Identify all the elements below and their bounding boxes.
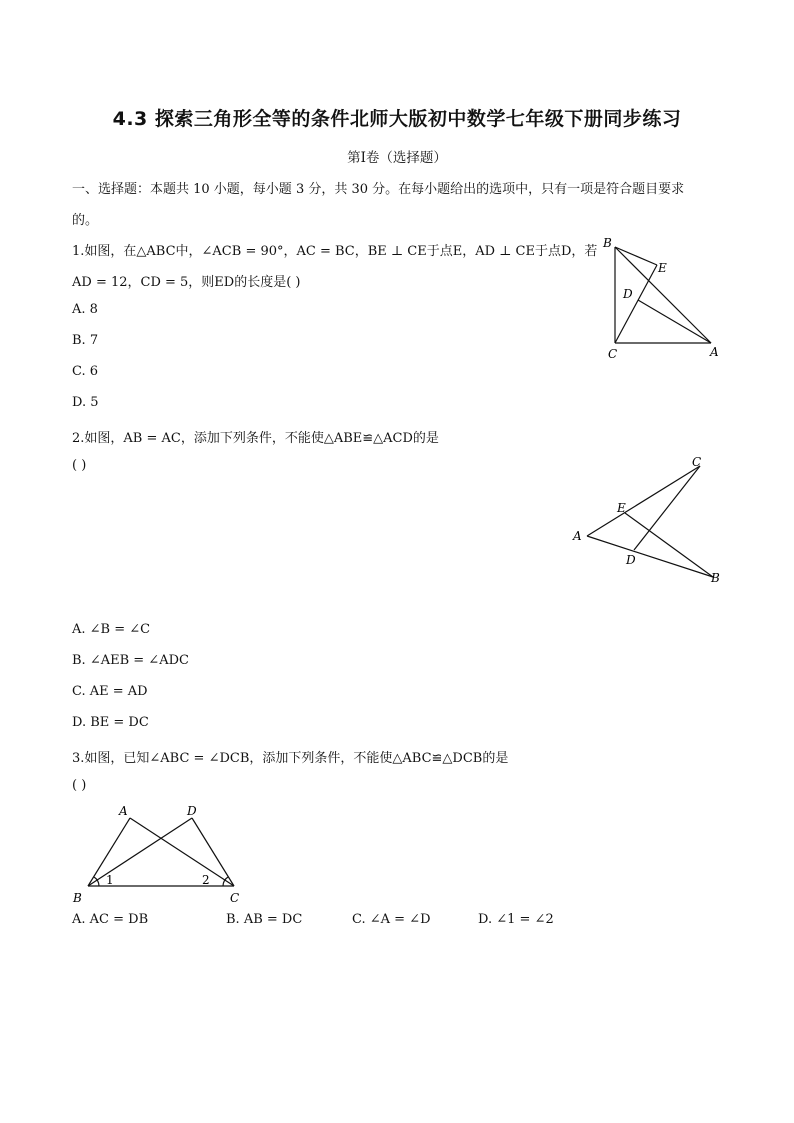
q1-label-a: A — [710, 345, 719, 359]
q1-label-e: E — [658, 261, 667, 275]
q3-option-d: D. ∠1 = ∠2 — [478, 912, 554, 927]
q2-label-a: A — [573, 529, 582, 543]
q1-stem-line2: AD = 12，CD = 5，则ED的长度是( ) — [72, 275, 301, 290]
q3-angle-2-label: 2 — [202, 873, 210, 887]
q3-figure — [68, 800, 258, 910]
q2-option-d: D. BE = DC — [72, 715, 149, 730]
q2-label-b: B — [711, 571, 720, 585]
q2-option-a: A. ∠B = ∠C — [72, 622, 151, 637]
q3-label-a: A — [119, 804, 128, 818]
q3-option-b: B. AB = DC — [226, 912, 303, 927]
q1-option-b: B. 7 — [72, 333, 99, 348]
section-subtitle: 第Ⅰ卷（选择题） — [347, 150, 447, 166]
q2-label-c: C — [692, 455, 702, 469]
q1-option-a: A. 8 — [72, 302, 98, 317]
q2-label-d: D — [626, 553, 636, 567]
q3-stem-line1: 3.如图，已知∠ABC = ∠DCB，添加下列条件，不能使△ABC≌△DCB的是 — [72, 751, 509, 766]
q3-label-b: B — [73, 891, 82, 905]
q1-label-d: D — [623, 287, 633, 301]
q2-label-e: E — [617, 501, 626, 515]
q1-label-b: B — [603, 236, 612, 250]
q3-angle-1-label: 1 — [106, 873, 114, 887]
section-instructions-line2: 的。 — [72, 213, 99, 228]
q2-option-c: C. AE = AD — [72, 684, 148, 699]
q2-option-b: B. ∠AEB = ∠ADC — [72, 653, 189, 668]
q1-label-c: C — [608, 347, 618, 361]
q1-option-d: D. 5 — [72, 395, 99, 410]
q3-label-d: D — [187, 804, 197, 818]
q3-label-c: C — [230, 891, 240, 905]
q1-stem-line1: 1.如图，在△ABC中，∠ACB = 90°，AC = BC，BE ⊥ CE于点E，AD ⊥ CE于点D，若 — [72, 244, 598, 259]
q3-option-c: C. ∠A = ∠D — [352, 912, 431, 927]
q1-figure — [598, 232, 728, 367]
q3-stem-line2: ( ) — [72, 778, 87, 793]
q3-option-a: A. AC = DB — [72, 912, 149, 927]
q2-figure — [568, 452, 728, 592]
q2-stem-line2: ( ) — [72, 458, 87, 473]
page-title: 4.3 探索三角形全等的条件北师大版初中数学七年级下册同步练习 — [112, 108, 682, 130]
q1-option-c: C. 6 — [72, 364, 99, 379]
section-instructions-line1: 一、选择题：本题共 10 小题，每小题 3 分，共 30 分。在每小题给出的选项中，只有一项是符合题目要求 — [72, 182, 685, 197]
q2-stem-line1: 2.如图，AB = AC，添加下列条件，不能使△ABE≌△ACD的是 — [72, 431, 439, 446]
